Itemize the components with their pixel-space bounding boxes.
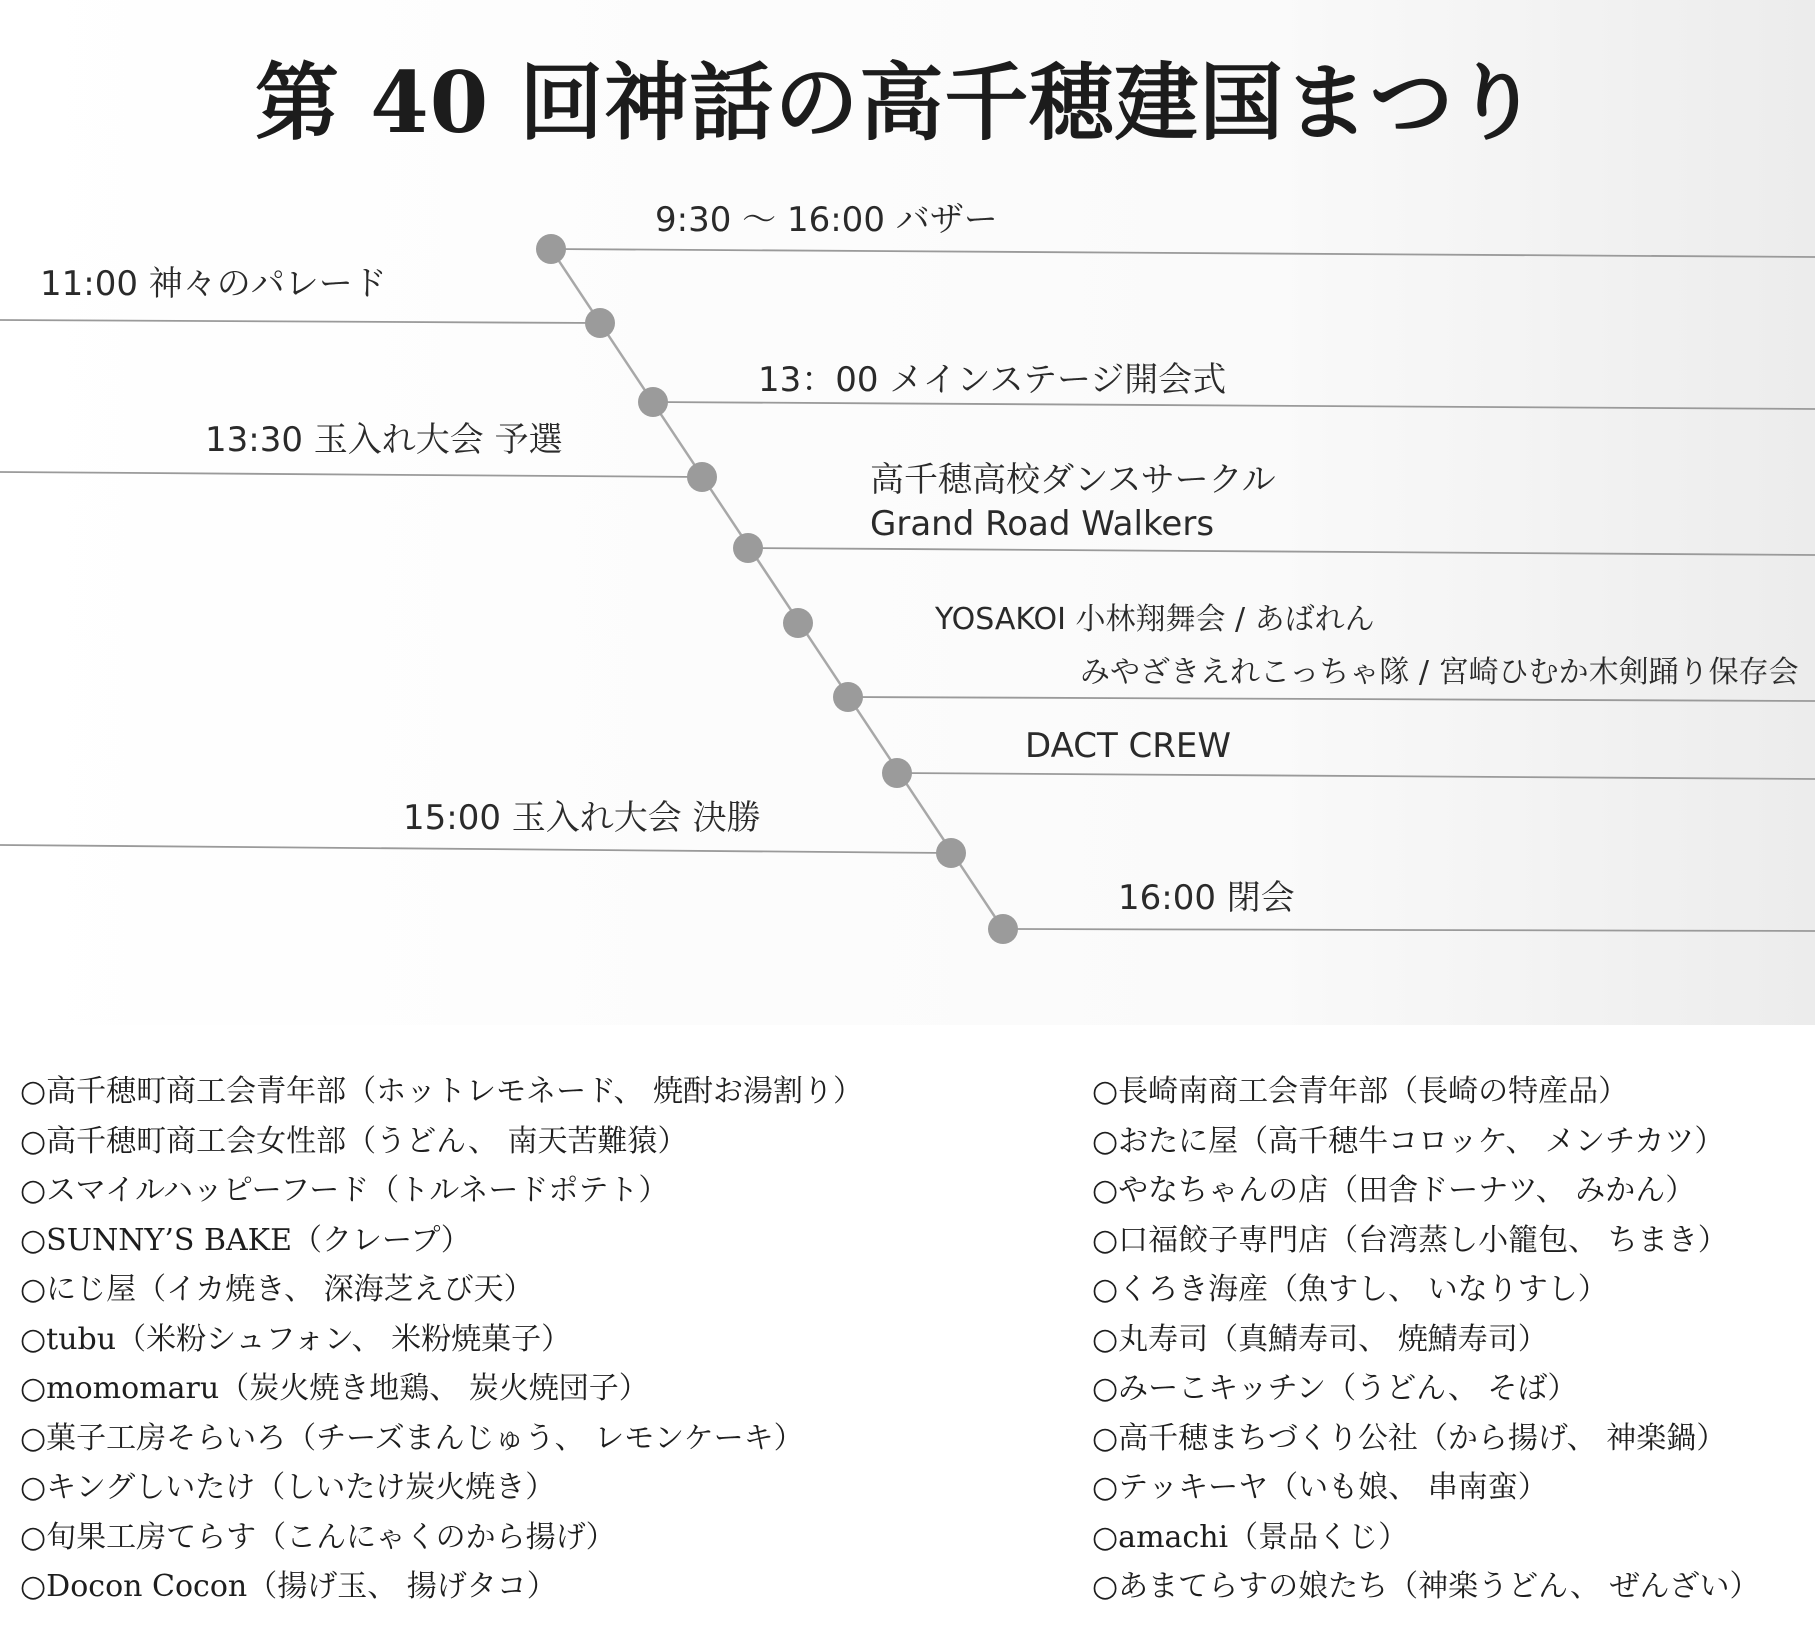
vendor-item: ○momomaru（炭火焼き地鶏、 炭火焼団子）	[20, 1371, 649, 1406]
vendor-item: ○amachi（景品くじ）	[1092, 1519, 1409, 1555]
event-yosakoi-1: YOSAKOI 小林翔舞会 / あばれん	[935, 602, 1375, 637]
vendor-item: ○口福餃子専門店（台湾蒸し小籠包、 ちまき）	[1092, 1222, 1728, 1258]
vendor-list-right	[1092, 1067, 1760, 1612]
vendor-item: ○みーこキッチン（うどん、 そば）	[1092, 1371, 1578, 1406]
vendor-item: ○高千穂まちづくり公社（から揚げ、 神楽鍋）	[1092, 1420, 1727, 1456]
vendor-item: ○くろき海産（魚すし、 いなりすし）	[1092, 1272, 1608, 1307]
timeline-dot	[833, 682, 863, 712]
timeline-dot	[882, 758, 912, 788]
vendor-item: ○キングしいたけ（しいたけ炭火焼き）	[20, 1470, 556, 1505]
event-dact-crew: DACT CREW	[1025, 726, 1232, 766]
vendor-item: ○SUNNY’S BAKE（クレープ）	[20, 1222, 471, 1258]
vendor-item: ○菓子工房そらいろ（チーズまんじゅう、 レモンケーキ）	[20, 1420, 804, 1456]
timeline-dot	[687, 462, 717, 492]
event-line-parade	[0, 320, 600, 323]
vendor-item: ○旬果工房てらす（こんにゃくのから揚げ）	[20, 1519, 616, 1555]
vendor-item: ○スマイルハッピーフード（トルネードポテト）	[20, 1173, 669, 1208]
vendor-item: ○丸寿司（真鯖寿司、 焼鯖寿司）	[1092, 1321, 1548, 1357]
vendor-list-left	[20, 1067, 863, 1612]
event-prelim: 13:30 玉入れ大会 予選	[205, 420, 563, 460]
timeline-dot	[733, 533, 763, 563]
event-line-bazaar	[551, 249, 1815, 257]
event-closing: 16:00 閉会	[1118, 878, 1295, 918]
event-parade: 11:00 神々のパレード	[40, 264, 387, 304]
vendor-item: ○にじ屋（イカ焼き、 深海芝えび天）	[20, 1272, 534, 1307]
vendor-item: ○Docon Cocon（揚げ玉、 揚げタコ）	[20, 1569, 557, 1604]
vendor-item: ○高千穂町商工会女性部（うどん、 南天苦難猿）	[20, 1123, 688, 1159]
event-line-dact	[897, 773, 1815, 779]
event-bazaar: 9:30 ～ 16:00 バザー	[655, 200, 998, 240]
vendor-item: ○テッキーヤ（いも娘、 串南蛮）	[1092, 1470, 1548, 1505]
timeline-dot	[936, 838, 966, 868]
vendor-item: ○高千穂町商工会青年部（ホットレモネード、 焼酎お湯割り）	[20, 1074, 864, 1109]
vendor-item: ○tubu（米粉シュフォン、 米粉焼菓子）	[20, 1321, 572, 1357]
event-line-opening	[653, 402, 1815, 409]
vendor-item: ○やなちゃんの店（田舎ドーナツ、 みかん）	[1092, 1173, 1696, 1208]
event-line-prelim	[0, 472, 702, 477]
timeline-dot	[585, 308, 615, 338]
event-dance-group: Grand Road Walkers	[870, 504, 1215, 544]
timeline-dot	[536, 234, 566, 264]
timeline-dot	[988, 914, 1018, 944]
event-line-dance	[748, 548, 1815, 555]
event-line-closing	[1003, 929, 1815, 931]
page-title: 第 40 回神話の高千穂建国まつり	[255, 53, 1540, 152]
event-yosakoi-2: みやざきえれこっちゃ隊 / 宮崎ひむか木剣踊り保存会	[1080, 655, 1799, 690]
event-line-final	[0, 845, 951, 853]
vendor-item: ○あまてらすの娘たち（神楽うどん、 ぜんざい）	[1092, 1569, 1760, 1604]
timeline-dot	[783, 608, 813, 638]
timeline-dot	[638, 387, 668, 417]
event-opening-ceremony: 13：00 メインステージ開会式	[758, 360, 1227, 400]
vendor-item: ○おたに屋（高千穂牛コロッケ、 メンチカツ）	[1092, 1123, 1725, 1159]
event-final: 15:00 玉入れ大会 決勝	[403, 798, 761, 838]
vendor-item: ○長崎南商工会青年部（長崎の特産品）	[1092, 1074, 1629, 1109]
event-dance-circle: 高千穂高校ダンスサークル	[870, 460, 1276, 500]
